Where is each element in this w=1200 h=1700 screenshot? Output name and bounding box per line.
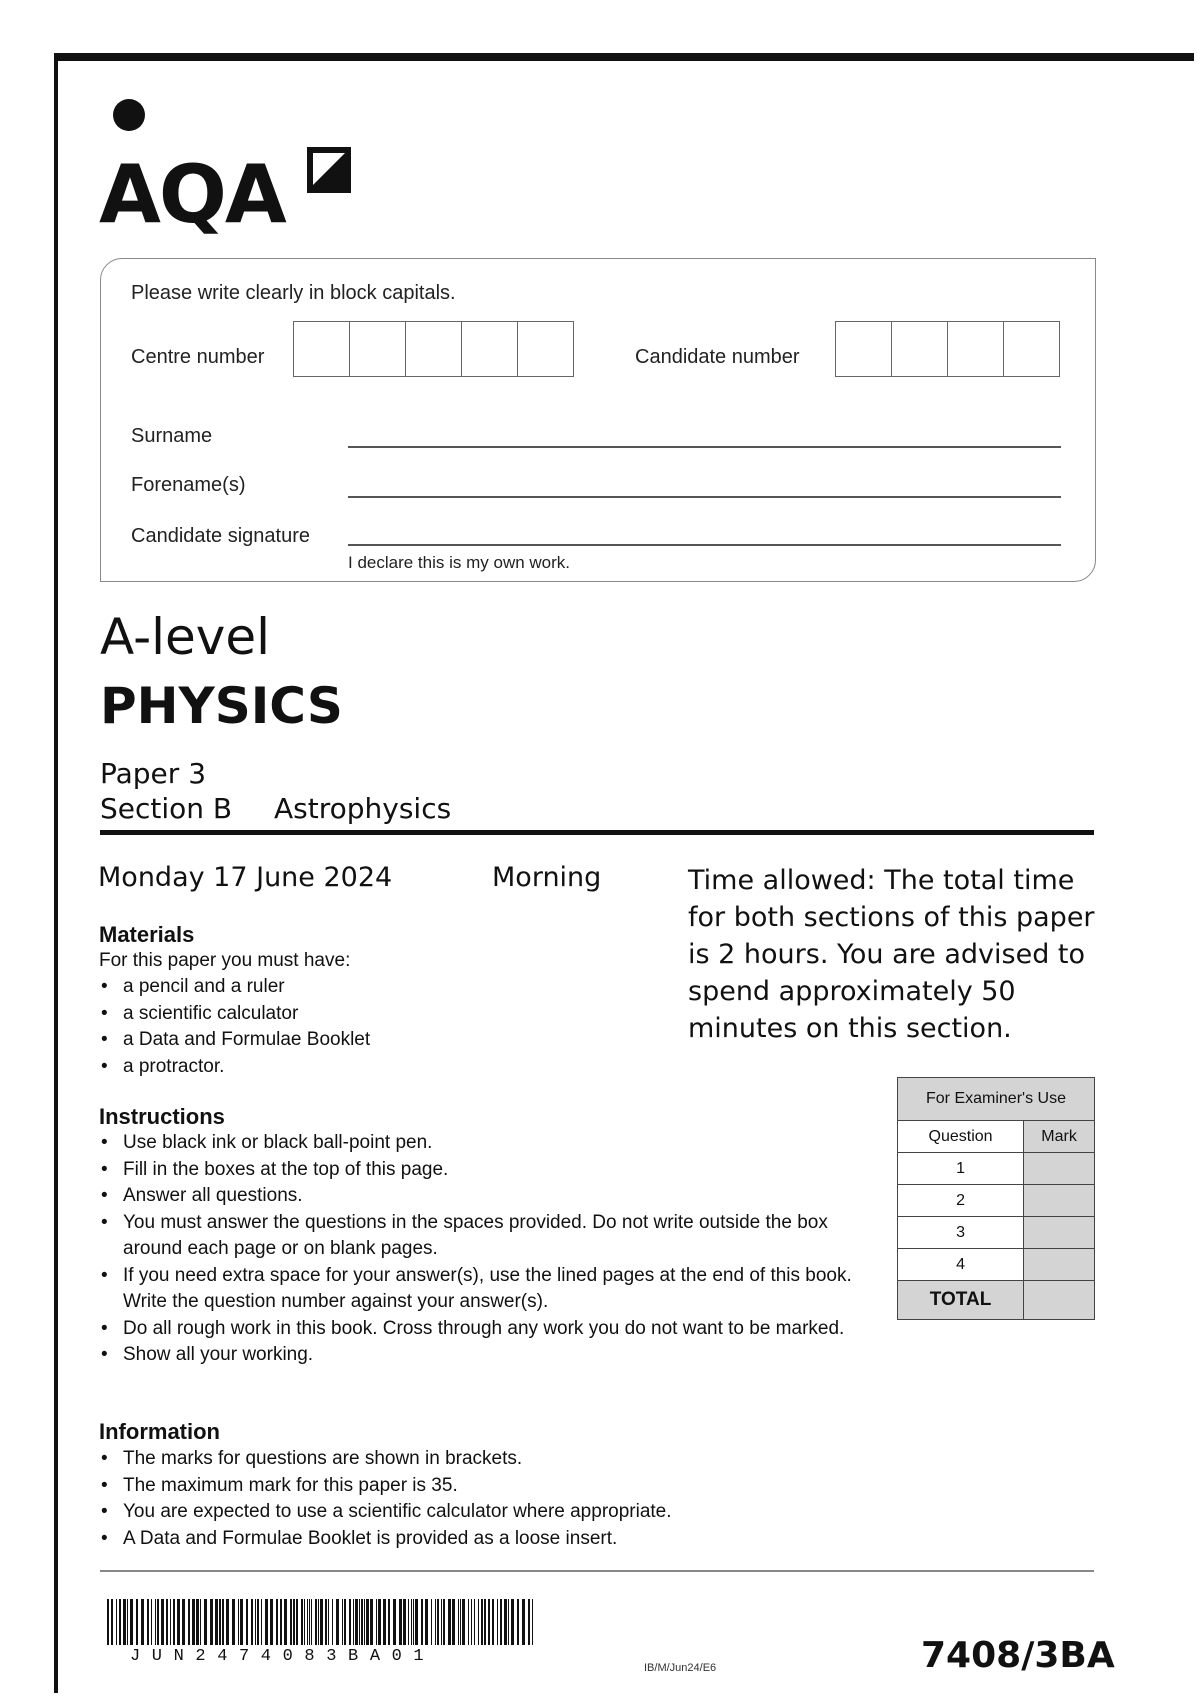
page-frame-top xyxy=(54,53,1194,61)
aqa-logo-mark-icon xyxy=(301,143,355,197)
list-item: • Show all your working. xyxy=(99,1342,869,1369)
topic-label: Astrophysics xyxy=(274,792,452,825)
forename-label: Forename(s) xyxy=(131,474,246,496)
list-item: • a pencil and a ruler xyxy=(99,974,370,1001)
list-item: • If you need extra space for your answer(s), use the lined pages at the end of this book. Write the question number against your answer(s). xyxy=(99,1263,869,1316)
question-number: 2 xyxy=(898,1185,1024,1217)
candidate-number-cell[interactable] xyxy=(1004,322,1059,376)
section-label: Section B xyxy=(100,792,233,825)
signature-label: Candidate signature xyxy=(131,525,311,547)
registration-dot xyxy=(113,99,145,131)
exam-date: Monday 17 June 2024 xyxy=(98,862,393,893)
total-mark-cell[interactable] xyxy=(1024,1281,1095,1320)
list-item: • a protractor. xyxy=(99,1054,370,1081)
mark-cell[interactable] xyxy=(1024,1185,1095,1217)
qualification-level: A-level xyxy=(100,608,271,666)
list-item: • You must answer the questions in the spaces provided. Do not write outside the box around each page or on blank pages. xyxy=(99,1210,869,1263)
paper-number: Paper 3 xyxy=(100,757,207,790)
question-number: 3 xyxy=(898,1217,1024,1249)
subject-title: PHYSICS xyxy=(100,677,343,735)
barcode-text: JUN2474083BA01 xyxy=(130,1647,436,1666)
list-item: • Do all rough work in this book. Cross through any work you do not want to be marked. xyxy=(99,1316,869,1343)
question-number: 4 xyxy=(898,1249,1024,1281)
total-label: TOTAL xyxy=(898,1281,1024,1320)
list-item: • Use black ink or black ball-point pen. xyxy=(99,1130,869,1157)
information-list xyxy=(99,1446,672,1552)
list-item: • You are expected to use a scientific calculator where appropriate. xyxy=(99,1499,672,1526)
centre-number-label: Centre number xyxy=(131,346,265,368)
title-divider xyxy=(100,830,1094,835)
instructions-heading: Instructions xyxy=(99,1104,225,1129)
list-item: • a scientific calculator xyxy=(99,1001,370,1028)
materials-list xyxy=(99,974,370,1080)
footer-divider xyxy=(100,1570,1094,1572)
materials-intro: For this paper you must have: xyxy=(99,950,351,971)
candidate-number-label: Candidate number xyxy=(635,346,800,368)
candidate-number-cell[interactable] xyxy=(836,322,892,376)
centre-number-cell[interactable] xyxy=(406,322,462,376)
time-allowed: Time allowed: The total time for both sections of this paper is 2 hours. You are advised to spend approximately 50 minutes on this section. xyxy=(688,865,1095,1044)
declaration-text: I declare this is my own work. xyxy=(348,553,571,572)
information-heading: Information xyxy=(99,1419,220,1444)
mark-cell[interactable] xyxy=(1024,1249,1095,1281)
centre-number-cell[interactable] xyxy=(294,322,350,376)
examiners-use-title: For Examiner's Use xyxy=(898,1078,1095,1121)
list-item: • Fill in the boxes at the top of this page. xyxy=(99,1157,869,1184)
list-item: • A Data and Formulae Booklet is provided as a loose insert. xyxy=(99,1526,672,1553)
paper-code: 7408/3BA xyxy=(921,1635,1115,1676)
mark-column-header: Mark xyxy=(1024,1121,1095,1153)
list-item: • Answer all questions. xyxy=(99,1183,869,1210)
exam-session: Morning xyxy=(492,862,602,893)
materials-heading: Materials xyxy=(99,922,195,947)
centre-number-cell[interactable] xyxy=(462,322,518,376)
centre-number-cell[interactable] xyxy=(350,322,406,376)
mark-cell[interactable] xyxy=(1024,1153,1095,1185)
instructions-list xyxy=(99,1130,869,1369)
candidate-number-cell[interactable] xyxy=(948,322,1004,376)
barcode xyxy=(107,1599,537,1645)
block-capitals-instruction: Please write clearly in block capitals. xyxy=(131,282,456,304)
candidate-number-cell[interactable] xyxy=(892,322,948,376)
list-item: • The marks for questions are shown in brackets. xyxy=(99,1446,672,1473)
surname-field[interactable] xyxy=(348,446,1061,448)
candidate-number-field[interactable] xyxy=(835,321,1060,377)
forename-field[interactable] xyxy=(348,496,1061,498)
list-item: • a Data and Formulae Booklet xyxy=(99,1027,370,1054)
surname-label: Surname xyxy=(131,425,213,447)
document-reference: IB/M/Jun24/E6 xyxy=(644,1662,717,1674)
page-frame-left xyxy=(54,53,58,1693)
aqa-logo: AQA xyxy=(99,148,285,241)
question-column-header: Question xyxy=(898,1121,1024,1153)
question-number: 1 xyxy=(898,1153,1024,1185)
centre-number-cell[interactable] xyxy=(518,322,573,376)
examiners-use-table xyxy=(897,1077,1095,1320)
mark-cell[interactable] xyxy=(1024,1217,1095,1249)
list-item: • The maximum mark for this paper is 35. xyxy=(99,1473,672,1500)
signature-field[interactable] xyxy=(348,544,1061,546)
centre-number-field[interactable] xyxy=(293,321,574,377)
